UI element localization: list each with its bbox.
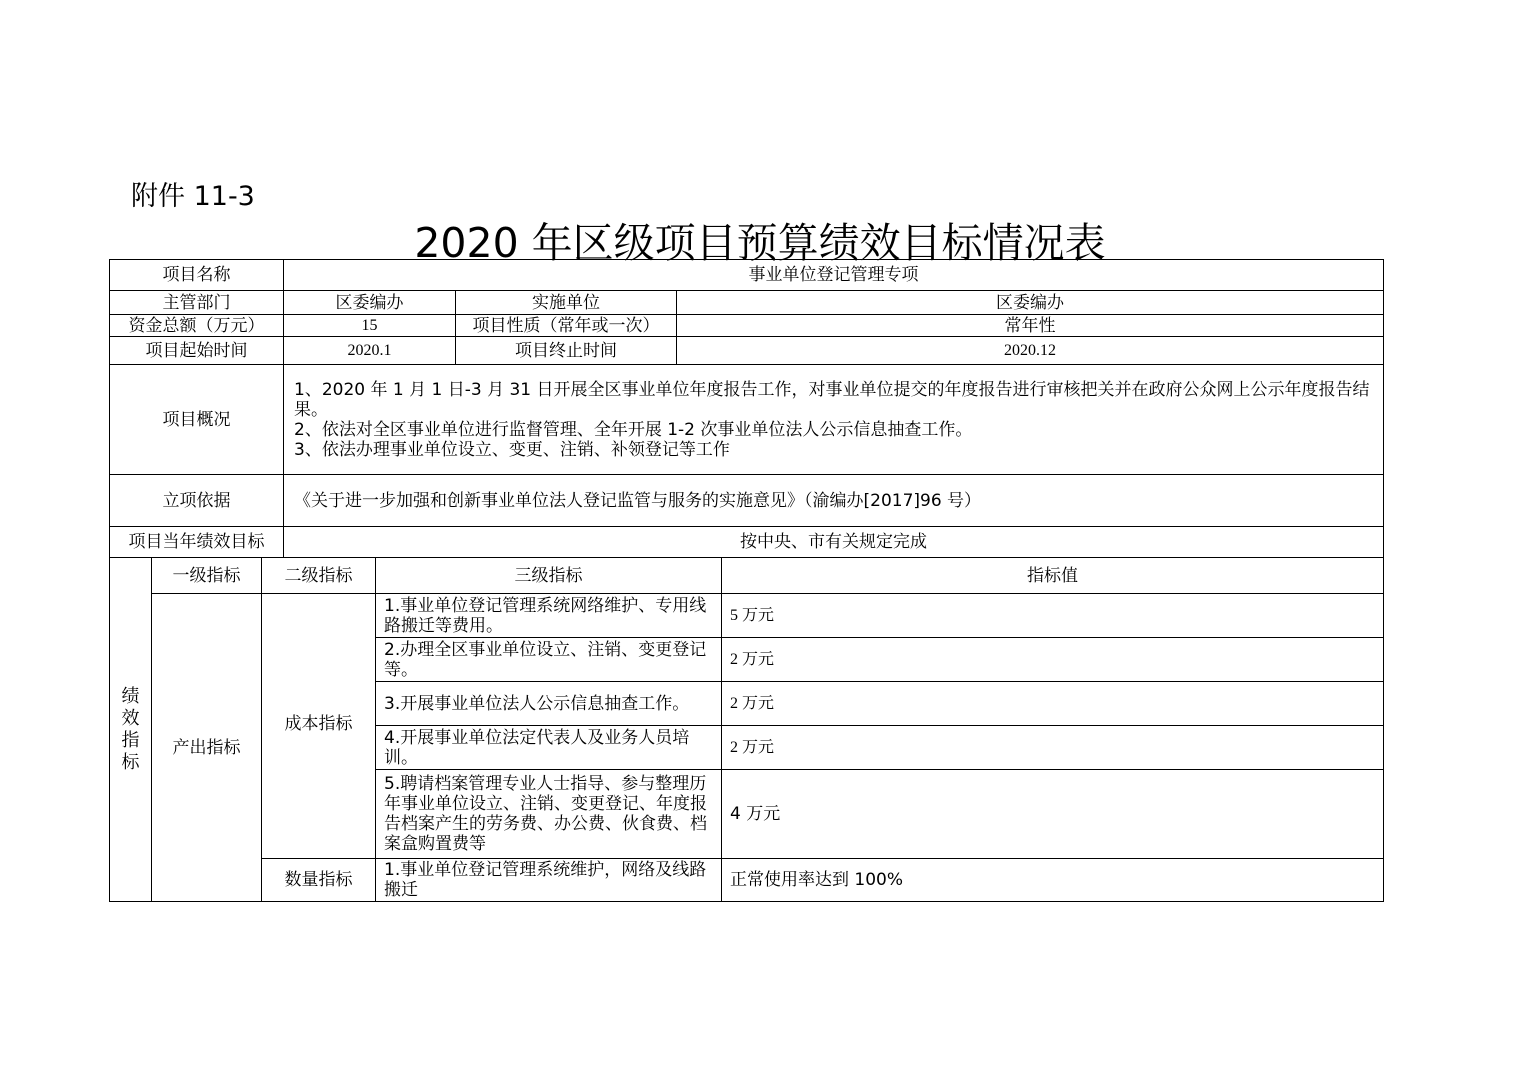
value-row-1: 5 万元 bbox=[721, 593, 1384, 638]
level3-row-3: 3.开展事业单位法人公示信息抽查工作。 bbox=[375, 681, 722, 726]
value-row-6: 正常使用率达到 100% bbox=[721, 858, 1384, 902]
fund-value: 15 bbox=[283, 314, 456, 337]
nature-label: 项目性质（常年或一次） bbox=[455, 314, 677, 337]
level3-row-4: 4.开展事业单位法定代表人及业务人员培训。 bbox=[375, 725, 722, 770]
end-time-label: 项目终止时间 bbox=[455, 336, 677, 365]
attachment-label: 附件 11-3 bbox=[131, 181, 255, 212]
overview-content bbox=[283, 364, 1384, 475]
value-row-5: 4 万元 bbox=[721, 769, 1384, 859]
fund-label: 资金总额（万元） bbox=[109, 314, 284, 337]
value-row-3: 2 万元 bbox=[721, 681, 1384, 726]
indicators-section-label bbox=[109, 557, 152, 902]
overview-line-3: 3、依法办理事业单位设立、变更、注销、补领登记等工作 bbox=[294, 439, 730, 460]
indicators-section-char-1: 绩 bbox=[121, 685, 140, 707]
performance-table bbox=[110, 260, 1385, 903]
header-value: 指标值 bbox=[721, 557, 1384, 594]
level3-row-1: 1.事业单位登记管理系统网络维护、专用线路搬迁等费用。 bbox=[375, 593, 722, 638]
level3-row-5: 5.聘请档案管理专业人士指导、参与整理历年事业单位设立、注销、变更登记、年度报告档案产生的劳务费、办公费、伙食费、档案盒购置费等 bbox=[375, 769, 722, 859]
level1-output-indicator: 产出指标 bbox=[151, 593, 262, 902]
dept-value: 区委编办 bbox=[283, 290, 456, 315]
basis-value: 《关于进一步加强和创新事业单位法人登记监管与服务的实施意见》（渝编办[2017]96 号） bbox=[283, 474, 1384, 527]
indicators-section-char-4: 标 bbox=[121, 751, 140, 773]
end-time-value: 2020.12 bbox=[676, 336, 1384, 365]
dept-label: 主管部门 bbox=[109, 290, 284, 315]
project-name-value: 事业单位登记管理专项 bbox=[283, 259, 1384, 291]
header-level3: 三级指标 bbox=[375, 557, 722, 594]
value-row-4: 2 万元 bbox=[721, 725, 1384, 770]
header-level2: 二级指标 bbox=[261, 557, 376, 594]
start-time-value: 2020.1 bbox=[283, 336, 456, 365]
level3-row-6: 1.事业单位登记管理系统维护，网络及线路搬迁 bbox=[375, 858, 722, 902]
level2-quantity-indicator: 数量指标 bbox=[261, 858, 376, 902]
project-name-label: 项目名称 bbox=[109, 259, 284, 291]
overview-line-1: 1、2020 年 1 月 1 日-3 月 31 日开展全区事业单位年度报告工作，对事业单位提交的年度报告进行审核把关并在政府公众网上公示年度报告结果。 bbox=[294, 379, 1370, 420]
impl-unit-label: 实施单位 bbox=[455, 290, 677, 315]
annual-goal-value: 按中央、市有关规定完成 bbox=[283, 526, 1384, 558]
nature-value: 常年性 bbox=[676, 314, 1384, 337]
annual-goal-label: 项目当年绩效目标 bbox=[109, 526, 284, 558]
basis-label: 立项依据 bbox=[109, 474, 284, 527]
level2-cost-indicator: 成本指标 bbox=[261, 593, 376, 859]
overview-line-2: 2、依法对全区事业单位进行监督管理、全年开展 1-2 次事业单位法人公示信息抽查工作。 bbox=[294, 419, 973, 440]
indicators-section-char-3: 指 bbox=[121, 729, 140, 751]
impl-unit-value: 区委编办 bbox=[676, 290, 1384, 315]
header-level1: 一级指标 bbox=[151, 557, 262, 594]
overview-label: 项目概况 bbox=[109, 364, 284, 475]
level3-row-2: 2.办理全区事业单位设立、注销、变更登记等。 bbox=[375, 637, 722, 682]
page-title: 2020 年区级项目预算绩效目标情况表 bbox=[414, 219, 1106, 267]
value-row-2: 2 万元 bbox=[721, 637, 1384, 682]
start-time-label: 项目起始时间 bbox=[109, 336, 284, 365]
indicators-section-char-2: 效 bbox=[121, 707, 140, 729]
